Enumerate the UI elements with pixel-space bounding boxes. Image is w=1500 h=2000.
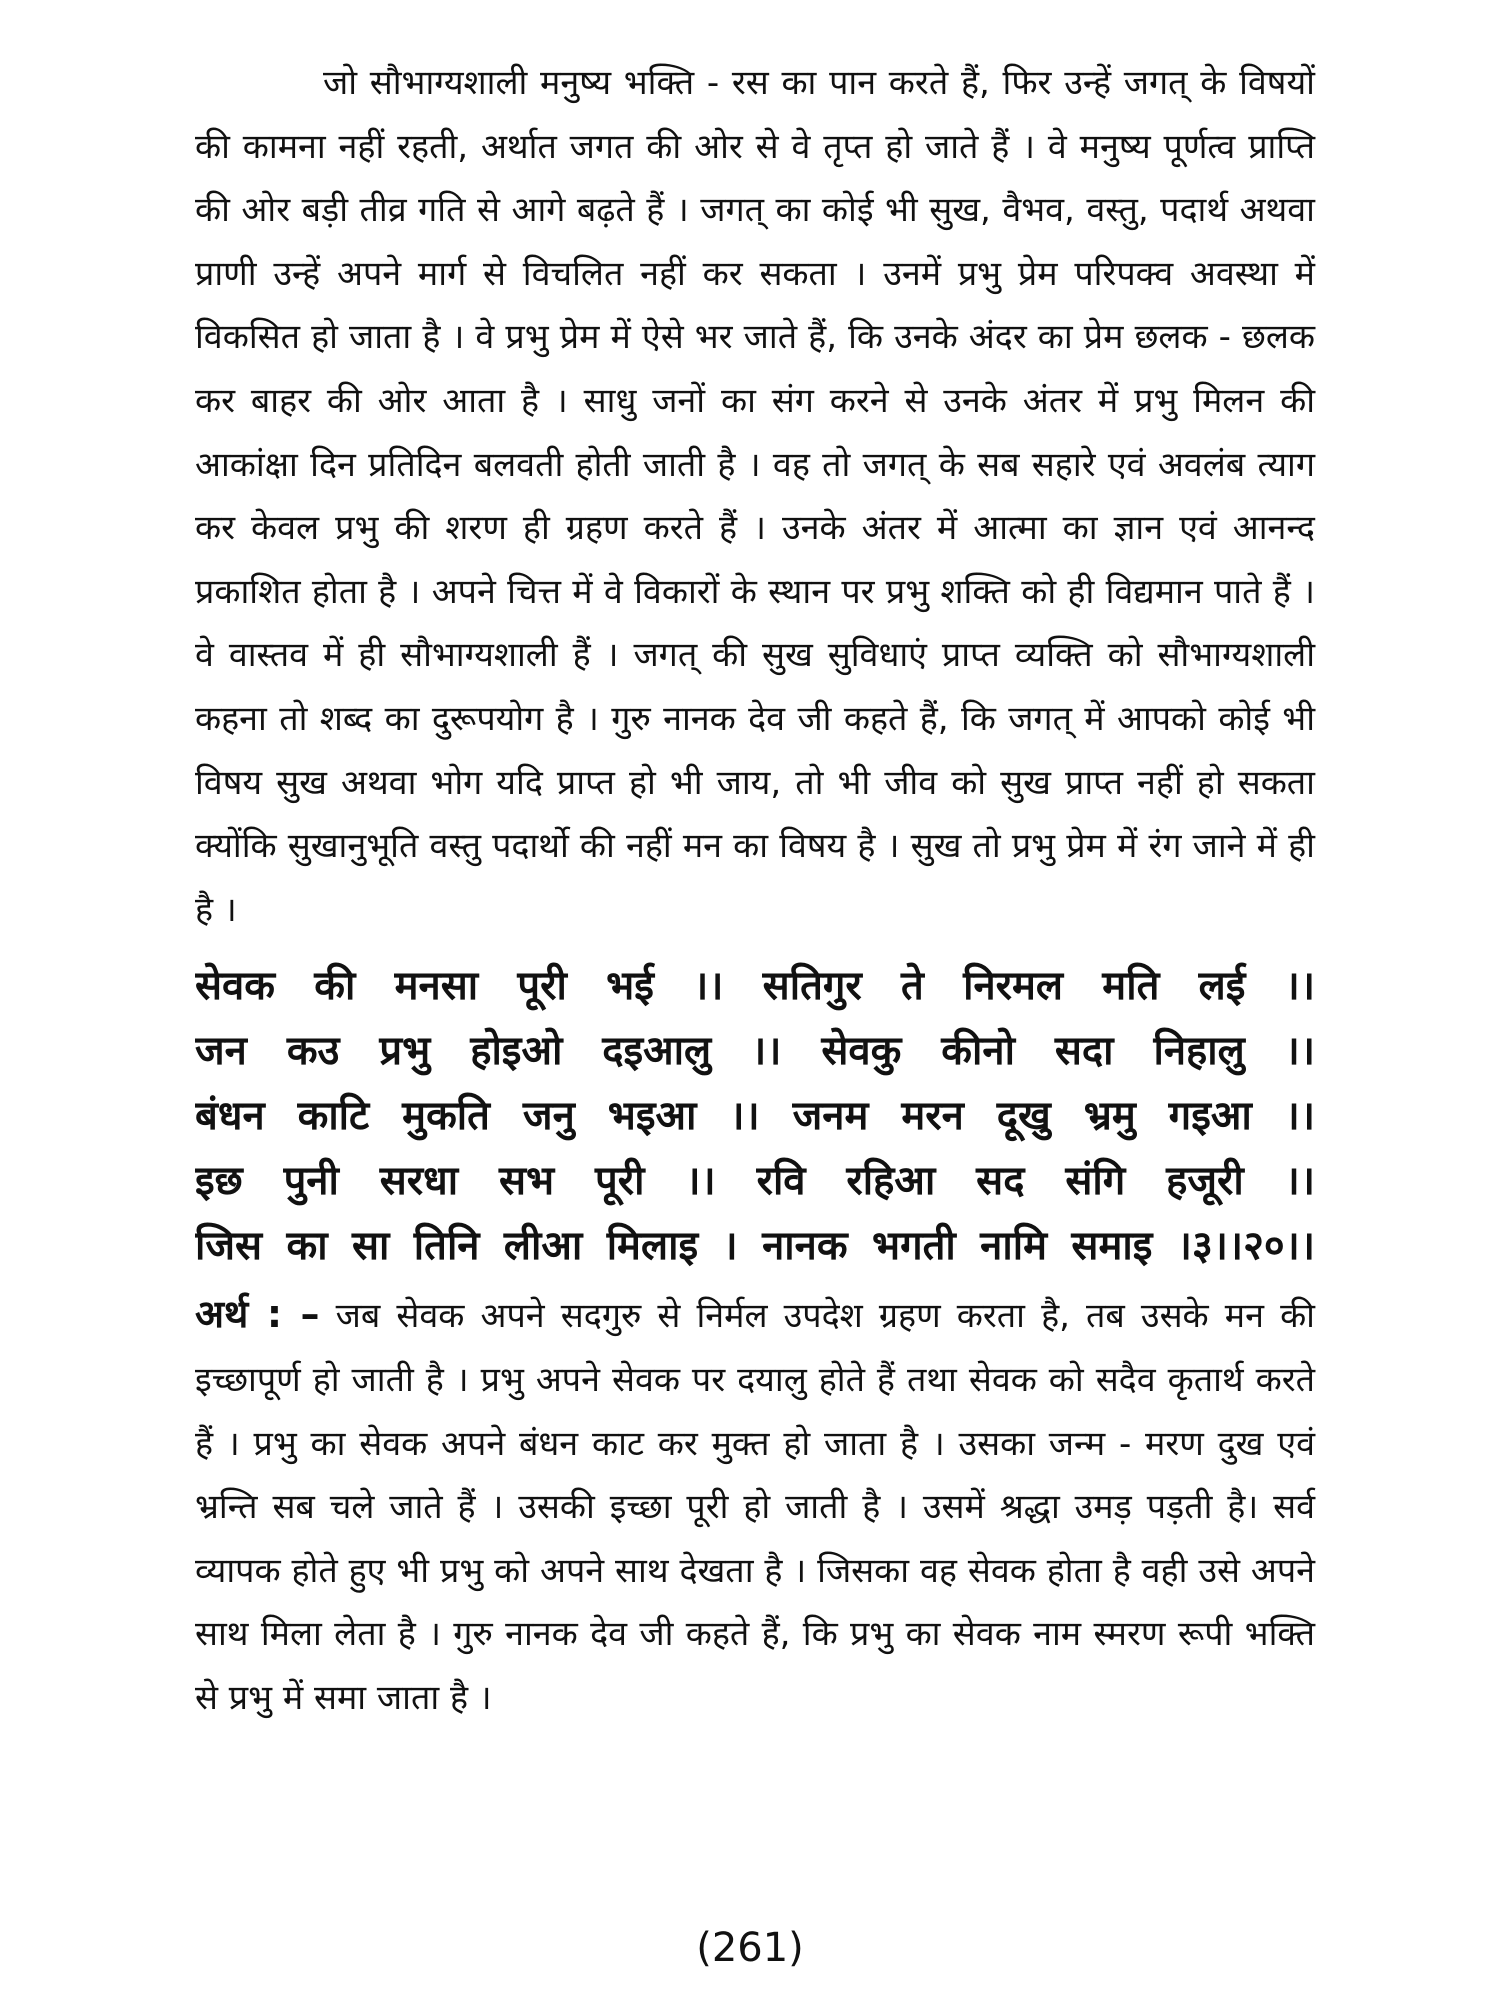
verse-block [195,954,1315,1279]
verse-line: बंधन काटि मुकति जनु भइआ ।। जनम मरन दूखु भ्रमु गइआ ।। [195,1093,1315,1140]
verse-line: जिस का सा तिनि लीआ मिलाइ । नानक भगती नामि समाइ ।३।।२०।। [195,1223,1315,1270]
commentary-paragraph [195,52,1315,942]
verse-line: जन कउ प्रभु होइओ दइआलु ।। सेवकु कीनो सदा निहालु ।। [195,1028,1315,1075]
verse-line: सेवक की मनसा पूरी भई ।। सतिगुर ते निरमल मति लई ।। [195,963,1315,1010]
page-number: (261) [696,1925,804,1971]
meaning-paragraph [195,1283,1315,1730]
meaning-text: जब सेवक अपने सदगुरु से निर्मल उपदेश ग्रहण करता है, तब उसके मन की इच्छापूर्ण हो जाती है । प्रभु अपने सेवक पर दयालु होते हैं तथा सेवक को सदैव कृतार्थ करते हैं । प्रभु का सेवक अपने बंधन काट कर मुक्त हो जाता है । उसका जन्म - मरण दुख एवं भ्रन्ति सब चले जाते हैं । उसकी इच्छा पूरी हो जाती है । उसमें श्रद्धा उमड़ पड़ती है। सर्व व्यापक होते हुए भी प्रभु को अपने साथ देखता है । जिसका वह सेवक होता है वही उसे अपने साथ मिला लेता है । गुरु नानक देव जी कहते हैं, कि प्रभु का सेवक नाम स्मरण रूपी भक्ति से प्रभु में समा जाता है । [195,1296,1315,1718]
page-body [195,52,1315,1730]
meaning-label: अर्थ : – [195,1292,320,1337]
commentary-text: जो सौभाग्यशाली मनुष्य भक्ति - रस का पान करते हैं, फिर उन्हें जगत् के विषयों की कामना नहीं रहती, अर्थात जगत की ओर से वे तृप्त हो जाते हैं । वे मनुष्य पूर्णत्व प्राप्ति की ओर बड़ी तीव्र गति से आगे बढ़ते हैं । जगत् का कोई भी सुख, वैभव, वस्तु, पदार्थ अथवा प्राणी उन्हें अपने मार्ग से विचलित नहीं कर सकता । उनमें प्रभु प्रेम परिपक्व अवस्था में विकसित हो जाता है । वे प्रभु प्रेम में ऐसे भर जाते हैं, कि उनके अंदर का प्रेम छलक - छलक कर बाहर की ओर आता है । साधु जनों का संग करने से उनके अंतर में प्रभु मिलन की आकांक्षा दिन प्रतिदिन बलवती होती जाती है । वह तो जगत् के सब सहारे एवं अवलंब त्याग कर केवल प्रभु की शरण ही ग्रहण करते हैं । उनके अंतर में आत्मा का ज्ञान एवं आनन्द प्रकाशित होता है । अपने चित्त में वे विकारों के स्थान पर प्रभु शक्ति को ही विद्यमान पाते हैं । वे वास्तव में ही सौभाग्यशाली हैं । जगत् की सुख सुविधाएं प्राप्त व्यक्ति को सौभाग्यशाली कहना तो शब्द का दुरूपयोग है । गुरु नानक देव जी कहते हैं, कि जगत् में आपको कोई भी विषय सुख अथवा भोग यदि प्राप्त हो भी जाय, तो भी जीव को सुख प्राप्त नहीं हो सकता क्योंकि सुखानुभूति वस्तु पदार्थो की नहीं मन का विषय है । सुख तो प्रभु प्रेम में रंग जाने में ही है । [195,63,1315,930]
verse-line: इछ पुनी सरधा सभ पूरी ।। रवि रहिआ सद संगि हजूरी ।। [195,1158,1315,1205]
